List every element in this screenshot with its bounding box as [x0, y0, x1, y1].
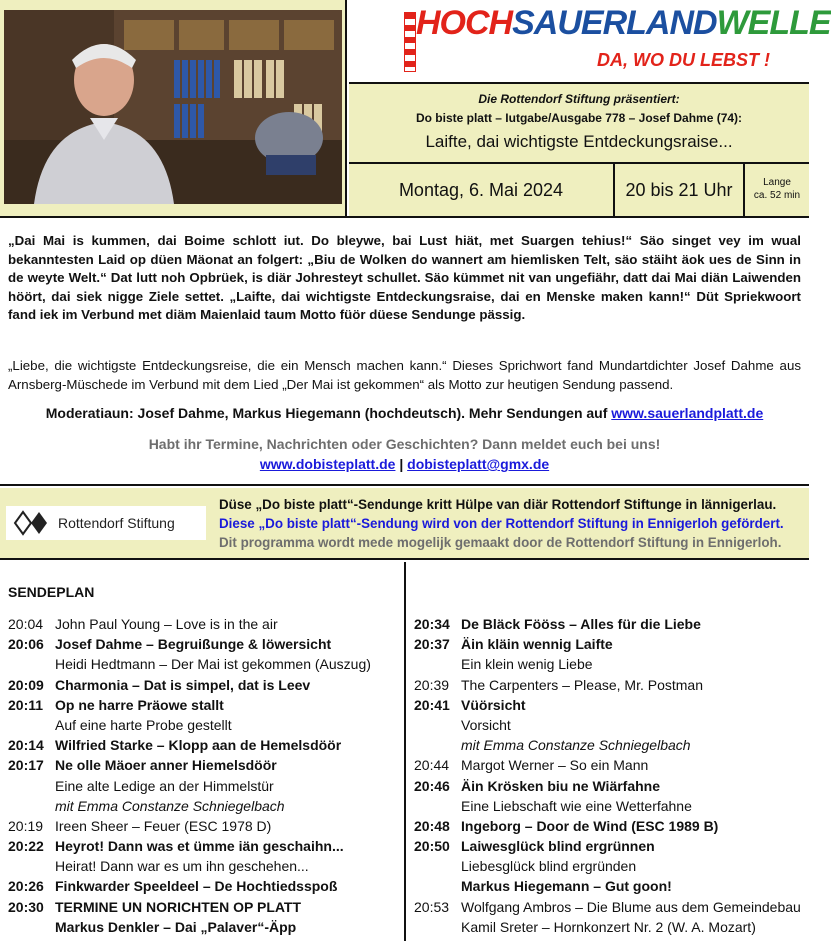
intro-section: [0, 218, 809, 486]
radio-mast-icon: [404, 12, 416, 72]
schedule-entry: Äin kläin wennig Laifte: [461, 636, 613, 653]
sponsor-text-platt: Düse „Do biste platt“-Sendunge kritt Hülpe van diär Rottendorf Stiftunge in lännigerlau.: [219, 497, 777, 512]
schedule-time: 20:11: [8, 696, 44, 713]
schedule-entry: Ireen Sheer – Feuer (ESC 1978 D): [55, 817, 272, 834]
sponsor-text-hoch: Diese „Do biste platt“-Sendung wird von der Rottendorf Stiftung in Ennigerloh gefördert.: [219, 516, 784, 531]
schedule-time: 20:46: [414, 777, 450, 794]
schedule-entry: Kamil Sreter – Hornkonzert Nr. 2 (W. A. Mozart): [461, 918, 756, 935]
schedule-entry: Liebesglück blind ergründen: [461, 858, 637, 875]
header-section: [0, 0, 831, 218]
schedule-row: [414, 634, 806, 654]
schedule-row: [414, 735, 806, 755]
schedule-row: [414, 897, 806, 917]
schedule-entry: Markus Hiegemann – Gut goon!: [461, 878, 672, 895]
email-link[interactable]: dobisteplatt@gmx.de: [407, 456, 550, 472]
schedule-row: [414, 836, 806, 856]
schedule-entry: Charmonia – Dat is simpel, dat is Leev: [55, 676, 311, 693]
schedule-row: [414, 876, 806, 896]
broadcast-bar: [349, 164, 809, 216]
schedule-entry: Äin Krösken biu ne Wiärfahne: [461, 777, 661, 794]
schedule-time: 20:22: [8, 838, 44, 855]
schedule-row: [414, 695, 806, 715]
schedule-entry: Margot Werner – So ein Mann: [461, 757, 649, 774]
schedule-entry: Eine alte Ledige an der Himmelstür: [55, 777, 274, 794]
presenter-line: Die Rottendorf Stiftung präsentiert:: [478, 92, 680, 106]
schedule-time: 20:53: [414, 898, 450, 915]
sponsor-logo: [6, 506, 206, 540]
logo-word-welle: WELLE: [716, 4, 831, 42]
schedule-row: [414, 776, 806, 796]
episode-title: Laifte, dai wichtigste Entdeckungsraise...: [425, 132, 733, 151]
schedule-row: [8, 776, 400, 796]
sendeplan-left-column: [8, 614, 400, 937]
photo-frame: [4, 10, 342, 204]
schedule-entry: Ein klein wenig Liebe: [461, 656, 593, 673]
schedule-row: [8, 715, 400, 735]
schedule-entry: mit Emma Constanze Schniegelbach: [461, 737, 691, 754]
schedule-entry: Heirat! Dann war es um ihn geschehen...: [55, 858, 309, 875]
schedule-entry: Wilfried Starke – Klopp aan de Hemelsdöör: [55, 737, 342, 754]
schedule-row: [414, 755, 806, 775]
schedule-entry: Auf eine harte Probe gestellt: [55, 716, 232, 733]
rottendorf-diamond-icon: [14, 510, 48, 536]
broadcast-length: [745, 176, 809, 202]
schedule-time: 20:30: [8, 898, 44, 915]
logo-word-hoch: HOCH: [416, 4, 513, 42]
schedule-entry: Vüörsicht: [461, 696, 526, 713]
author-photo: [0, 0, 347, 216]
schedule-entry: Vorsicht: [461, 716, 511, 733]
schedule-time: 20:39: [414, 676, 450, 693]
schedule-row: [8, 614, 400, 634]
schedule-entry: Heyrot! Dann was et ümme iän geschaihn...: [55, 838, 344, 855]
schedule-row: [414, 614, 806, 634]
schedule-row: [8, 917, 400, 937]
moderation-text: Moderatiaun: Josef Dahme, Markus Hiegemann (hochdeutsch). Mehr Sendungen auf: [45, 405, 612, 421]
schedule-entry: De Bläck Fööss – Alles für die Liebe: [461, 616, 701, 632]
schedule-row: [8, 876, 400, 896]
schedule-row: [8, 654, 400, 674]
website-link[interactable]: www.dobisteplatt.de: [259, 456, 396, 472]
schedule-entry: mit Emma Constanze Schniegelbach: [55, 797, 285, 814]
broadcast-date: Montag, 6. Mai 2024: [349, 164, 615, 216]
sauerlandplatt-link[interactable]: www.sauerlandplatt.de: [611, 405, 764, 421]
station-logo: [349, 0, 831, 84]
sponsor-section: [0, 488, 809, 560]
schedule-entry: TERMINE UN NORICHTEN OP PLATT: [55, 898, 302, 915]
sendeplan-section: [0, 562, 809, 941]
schedule-time: 20:37: [414, 636, 450, 653]
schedule-time: 20:48: [414, 817, 450, 834]
schedule-row: [414, 715, 806, 735]
schedule-row: [8, 836, 400, 856]
schedule-row: [414, 917, 806, 937]
schedule-time: 20:19: [8, 817, 44, 834]
link-separator: |: [395, 456, 408, 472]
schedule-time: 20:17: [8, 757, 44, 774]
schedule-entry: Eine Liebschaft wie eine Wetterfahne: [461, 797, 692, 814]
schedule-row: [8, 675, 400, 695]
portrait-image: [4, 10, 342, 204]
sponsor-text-nl: Dit programma wordt mede mogelijk gemaakt door de Rottendorf Stiftung in Ennigerloh.: [219, 535, 782, 550]
schedule-row: [414, 654, 806, 674]
schedule-entry: Markus Denkler – Dai „Palaver“-Äpp: [55, 918, 297, 935]
schedule-time: 20:14: [8, 737, 44, 754]
schedule-entry: Wolfgang Ambros – Die Blume aus dem Gemeindebau: [461, 898, 801, 915]
schedule-entry: Ne olle Mäoer anner Hiemelsdöör: [55, 757, 277, 774]
broadcast-time: 20 bis 21 Uhr: [615, 164, 745, 216]
intro-hochdeutsch: „Liebe, die wichtigste Entdeckungsreise, die ein Mensch machen kann.“ Dieses Sprichwort fand Mundartdichter Josef Dahme aus Arnsberg-Müschede im Verbund mit dem Lied „Der Mai ist gekommen“ als Motto zur heutigen Sendung passend.: [8, 358, 801, 392]
schedule-time: 20:50: [414, 838, 450, 855]
contact-call: Habt ihr Termine, Nachrichten oder Geschichten? Dann meldet euch bei uns!: [148, 436, 661, 452]
schedule-entry: The Carpenters – Please, Mr. Postman: [461, 676, 703, 693]
schedule-row: [414, 856, 806, 876]
schedule-entry: Josef Dahme – Begruißunge & löwersicht: [55, 636, 332, 653]
schedule-entry: Laiwesglück blind ergrünnen: [461, 838, 655, 855]
schedule-row: [414, 796, 806, 816]
schedule-row: [8, 695, 400, 715]
logo-slogan: DA, WO DU LEBST !: [597, 50, 770, 70]
length-value: ca. 52 min: [753, 190, 801, 201]
schedule-entry: Finkwarder Speeldeel – De Hochtiedsspoß: [55, 878, 338, 895]
schedule-row: [8, 755, 400, 775]
sponsor-name: Rottendorf Stiftung: [58, 515, 175, 531]
sendeplan-title: SENDEPLAN: [8, 584, 95, 600]
schedule-time: 20:44: [414, 757, 450, 774]
schedule-entry: John Paul Young – Love is in the air: [55, 616, 278, 632]
sendeplan-right-column: [414, 614, 806, 937]
length-label: Lange: [763, 177, 791, 188]
moderation-line: [0, 405, 809, 421]
schedule-row: [8, 735, 400, 755]
schedule-row: [414, 816, 806, 836]
intro-plattdeutsch: „Dai Mai is kummen, dai Boime schlott iut. Do bleywe, bai Lust hiät, met Suargen tehius!“ Säo singet vey im wual bekanntesten Laid op düen Mäonat an folgert: „Biu de Wolken do wannert am hiemlisken Telt, säo stäiht äok ues de Sinn in de weyte Welt.“ Dat lutt noh Opbrüek, is diär Johresteyt schullet. Säo kümmet nit van ungefiähr, datt dai Mai diän Laiwenden höört, dai siek nigge Ziele settet. „Laifte, dai wichtigste Entdeckungsraise, dai en Menske maken kann!“ Düt Spriekwoort fand iek im Verbund met diäm Maienlaid taum Motto füör düese Sendunge pässig.: [8, 233, 801, 323]
schedule-row: [8, 856, 400, 876]
schedule-row: [8, 796, 400, 816]
schedule-time: 20:26: [8, 878, 44, 895]
schedule-time: 20:34: [414, 616, 450, 632]
schedule-row: [8, 816, 400, 836]
schedule-entry: Ingeborg – Door de Wind (ESC 1989 B): [461, 817, 719, 834]
schedule-time: 20:41: [414, 696, 450, 713]
schedule-entry: Heidi Hedtmann – Der Mai ist gekommen (Auszug): [55, 656, 371, 673]
column-divider: [404, 562, 406, 941]
schedule-row: [414, 675, 806, 695]
schedule-entry: Op ne harre Präowe stallt: [55, 696, 224, 713]
schedule-row: [8, 897, 400, 917]
logo-wordmark: [386, 4, 831, 76]
schedule-time: 20:06: [8, 636, 44, 653]
schedule-row: [8, 634, 400, 654]
episode-info: [349, 84, 809, 164]
logo-word-sauerland: SAUERLAND: [512, 4, 717, 42]
schedule-time: 20:09: [8, 676, 44, 693]
schedule-time: 20:04: [8, 616, 44, 632]
contact-links: [0, 456, 809, 472]
edition-line: Do biste platt – Iutgabe/Ausgabe 778 – Josef Dahme (74):: [415, 111, 743, 125]
